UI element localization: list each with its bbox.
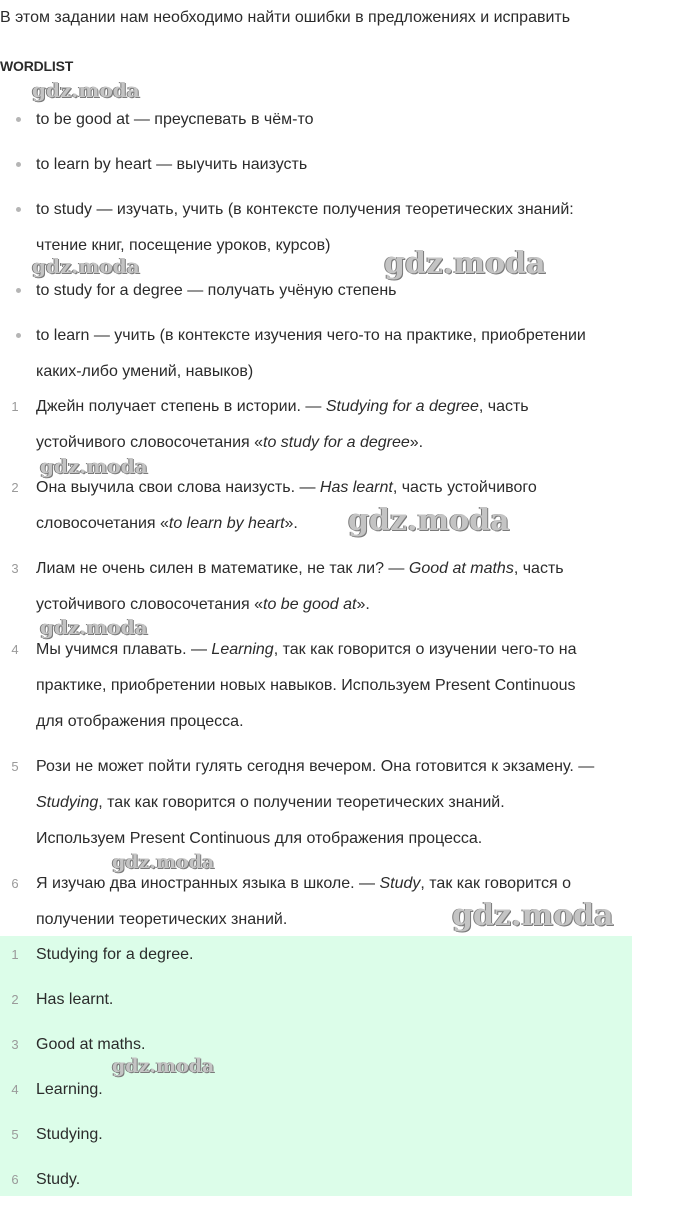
item-number: 2 bbox=[11, 992, 19, 1007]
explanation-line: Используем Present Continuous для отображения процесса. bbox=[36, 830, 483, 847]
answer-item bbox=[0, 1117, 680, 1153]
item-number: 5 bbox=[11, 1127, 19, 1142]
bullet-icon bbox=[16, 207, 21, 212]
answer-text: Study. bbox=[36, 1171, 81, 1188]
explanation-line: Рози не может пойти гулять сегодня вечером. Она готовится к экзамену. — bbox=[36, 758, 595, 775]
explanation-line: для отображения процесса. bbox=[36, 713, 244, 730]
answer-item bbox=[0, 982, 680, 1018]
watermark: gdz.moda bbox=[40, 454, 148, 478]
item-number: 5 bbox=[11, 759, 19, 774]
explanation-item bbox=[0, 632, 680, 740]
wordlist-item-text: to study — изучать, учить (в контексте получения теоретических знаний: bbox=[36, 201, 574, 218]
item-number: 4 bbox=[11, 642, 19, 657]
explanation-line: устойчивого словосочетания «to be good at». bbox=[36, 596, 370, 613]
wordlist-title: WORDLIST bbox=[0, 58, 74, 74]
wordlist-item-text: to learn by heart — выучить наизусть bbox=[36, 156, 308, 173]
explanation-item bbox=[0, 389, 680, 461]
answer-item bbox=[0, 937, 680, 973]
watermark: gdz.moda bbox=[112, 1055, 215, 1077]
explanation-item bbox=[0, 551, 680, 623]
wordlist-item bbox=[0, 147, 680, 183]
wordlist-item-text: чтение книг, посещение уроков, курсов) bbox=[36, 237, 331, 254]
answer-item bbox=[0, 1162, 680, 1198]
explanation-line: Лиам не очень силен в математике, не так ли? — Good at maths, часть bbox=[36, 560, 564, 577]
wordlist-item-text: to be good at — преуспевать в чём-то bbox=[36, 111, 314, 128]
item-number: 3 bbox=[11, 1037, 19, 1052]
answer-text: Good at maths. bbox=[36, 1036, 146, 1053]
wordlist-item-text: to learn — учить (в контексте изучения чего-то на практике, приобретении bbox=[36, 327, 586, 344]
item-number: 6 bbox=[11, 876, 19, 891]
watermark: gdz.moda bbox=[112, 851, 215, 873]
item-number: 6 bbox=[11, 1172, 19, 1187]
wordlist-item-text: to study for a degree — получать учёную степень bbox=[36, 282, 397, 299]
bullet-icon bbox=[16, 117, 21, 122]
explanation-item bbox=[0, 470, 680, 542]
item-number: 1 bbox=[11, 947, 19, 962]
bullet-icon bbox=[16, 162, 21, 167]
watermark: gdz.moda bbox=[32, 254, 140, 278]
wordlist-item-text: каких-либо умений, навыков) bbox=[36, 363, 254, 380]
answers-panel bbox=[0, 936, 632, 1196]
wordlist-item bbox=[0, 318, 680, 390]
watermark: gdz.moda bbox=[452, 898, 614, 933]
explanation-item bbox=[0, 749, 680, 857]
intro-text: В этом задании нам необходимо найти ошибки в предложениях и исправить bbox=[0, 9, 571, 26]
explanation-line: устойчивого словосочетания «to study for a degree». bbox=[36, 434, 424, 451]
explanation-line: Джейн получает степень в истории. — Studying for a degree, часть bbox=[36, 398, 529, 415]
watermark: gdz.moda bbox=[384, 246, 546, 281]
explanation-line: Она выучила свои слова наизусть. — Has learnt, часть устойчивого bbox=[36, 479, 537, 496]
wordlist-item bbox=[0, 102, 680, 138]
item-number: 1 bbox=[11, 399, 19, 414]
watermark: gdz.moda bbox=[40, 615, 148, 639]
item-number: 3 bbox=[11, 561, 19, 576]
answer-item bbox=[0, 1072, 680, 1108]
answer-text: Has learnt. bbox=[36, 991, 114, 1008]
bullet-icon bbox=[16, 288, 21, 293]
bullet-icon bbox=[16, 333, 21, 338]
answer-text: Learning. bbox=[36, 1081, 103, 1098]
watermark: gdz.moda bbox=[32, 78, 140, 102]
answer-item bbox=[0, 1027, 680, 1063]
answer-text: Studying for a degree. bbox=[36, 946, 194, 963]
explanation-line: практике, приобретении новых навыков. Используем Present Continuous bbox=[36, 677, 576, 694]
item-number: 2 bbox=[11, 480, 19, 495]
explanation-line: Studying, так как говорится о получении теоретических знаний. bbox=[36, 794, 505, 811]
answer-text: Studying. bbox=[36, 1126, 103, 1143]
explanation-line: словосочетания «to learn by heart». bbox=[36, 515, 298, 532]
explanation-line: Мы учимся плавать. — Learning, так как говорится о изучении чего-то на bbox=[36, 641, 577, 658]
explanation-line: получении теоретических знаний. bbox=[36, 911, 288, 928]
watermark: gdz.moda bbox=[348, 503, 510, 538]
item-number: 4 bbox=[11, 1082, 19, 1097]
wordlist-item bbox=[0, 273, 680, 309]
explanation-line: Я изучаю два иностранных языка в школе. — Study, так как говорится о bbox=[36, 875, 572, 892]
